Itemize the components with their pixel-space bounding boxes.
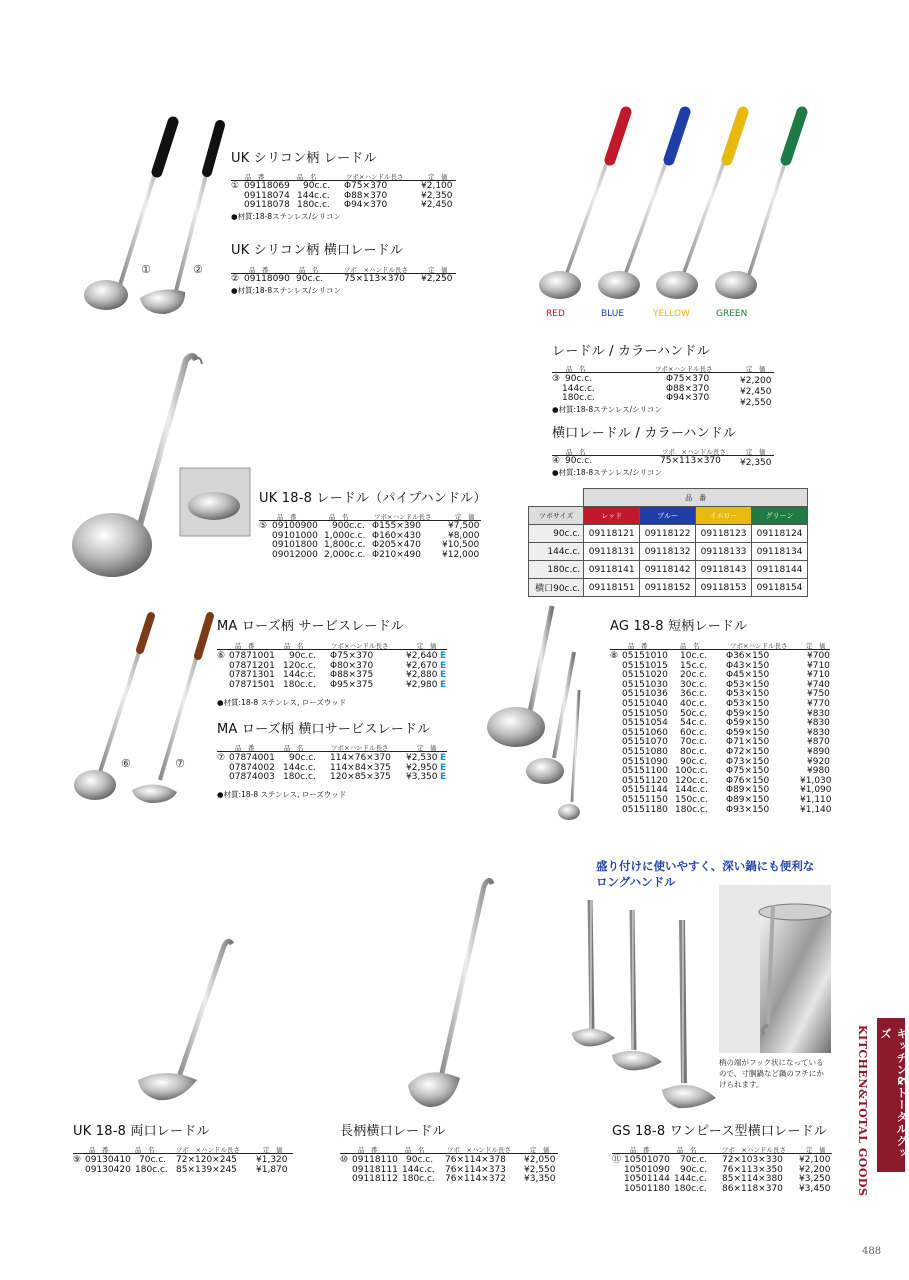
section-title: AG 18-8 短柄レードル	[610, 619, 748, 634]
section-title: 長柄横口レードル	[340, 1124, 446, 1139]
material-note: ●材質:18-8 ステンレス, ローズウッド	[217, 790, 347, 799]
material-note: ●材質:18-8ステンレス/シリコン	[231, 286, 342, 295]
color-label-red: RED	[546, 309, 565, 319]
section-title: GS 18-8 ワンピース型横口レードル	[612, 1124, 827, 1139]
section-title: UK シリコン柄 横口レードル	[231, 243, 404, 258]
material-note: ●材質:18-8 ステンレス, ローズウッド	[217, 698, 347, 707]
one-piece-ladle-group	[572, 900, 716, 1108]
category-tab[interactable]: キッチン&トータルグッズ	[877, 1018, 905, 1172]
section-title: MA ローズ柄 横口サービスレードル	[217, 722, 431, 737]
rosewood-ladle-6	[74, 616, 151, 800]
pipe-handle-ladle	[72, 356, 202, 577]
double-spout-ladle	[138, 941, 232, 1100]
table-row: 180c.c. 09118141 09118142 09118143 09118144	[529, 561, 808, 579]
promo-caption: 柄の端がフック状になっている ので、寸胴鍋など鍋のフチにか けられます。	[719, 1058, 824, 1089]
material-note: ●材質:18-8ステンレス/シリコン	[231, 212, 342, 221]
silicone-ladle-2	[140, 125, 220, 314]
section-title: UK シリコン柄 レードル	[231, 151, 377, 166]
photo-label-2: ②	[193, 263, 203, 276]
silicone-ladle-1	[84, 122, 173, 310]
color-label-blue: BLUE	[601, 309, 625, 319]
long-handle-ladle	[408, 880, 492, 1107]
material-note: ●材質:18-8ステンレス/シリコン	[552, 405, 663, 414]
color-label-green: GREEN	[716, 309, 748, 319]
section-title: UK 18-8 レードル（パイプハンドル）	[259, 491, 487, 506]
table-row: 90c.c. 09118121 09118122 09118123 09118124	[529, 525, 808, 543]
pot-hook-photo	[719, 885, 831, 1053]
short-ladle-group	[487, 606, 580, 820]
photo-label-6: ⑥	[121, 757, 131, 770]
photo-label-1: ①	[141, 263, 151, 276]
material-note: ●材質:18-8ステンレス/シリコン	[552, 468, 663, 477]
promo-headline: 盛り付けに使いやすく、深い鍋にも便利な ロングハンドル	[596, 859, 815, 889]
category-english-label: KITCHEN&TOTAL GOODS	[856, 1025, 869, 1197]
section-title: レードル / カラーハンドル	[552, 344, 710, 359]
color-code-table: 品 番 ツボサイズ レッド ブルー イエロー グリーン 90c.c. 09118121 09118122 09118123 09118124 144c.c. 09118131 09118132 09118133 09118134 180c.c. 09118141 09118142 09118143 09118144 横口90c.c. 09118151 09118152 09118153 09118154	[528, 488, 808, 597]
red-ladle	[539, 112, 626, 299]
table-row: 144c.c. 09118131 09118132 09118133 09118134	[529, 543, 808, 561]
section-title: UK 18-8 両口レードル	[73, 1124, 210, 1139]
yellow-ladle	[656, 112, 743, 299]
section-title: 横口レードル / カラーハンドル	[552, 426, 737, 441]
page-number: 488	[862, 1246, 882, 1257]
table-row: 横口90c.c. 09118151 09118152 09118153 09118154	[529, 579, 808, 597]
color-label-yellow: YELLOW	[653, 309, 690, 319]
photo-label-7: ⑦	[175, 757, 185, 770]
section-title: MA ローズ柄 サービスレードル	[217, 619, 404, 634]
